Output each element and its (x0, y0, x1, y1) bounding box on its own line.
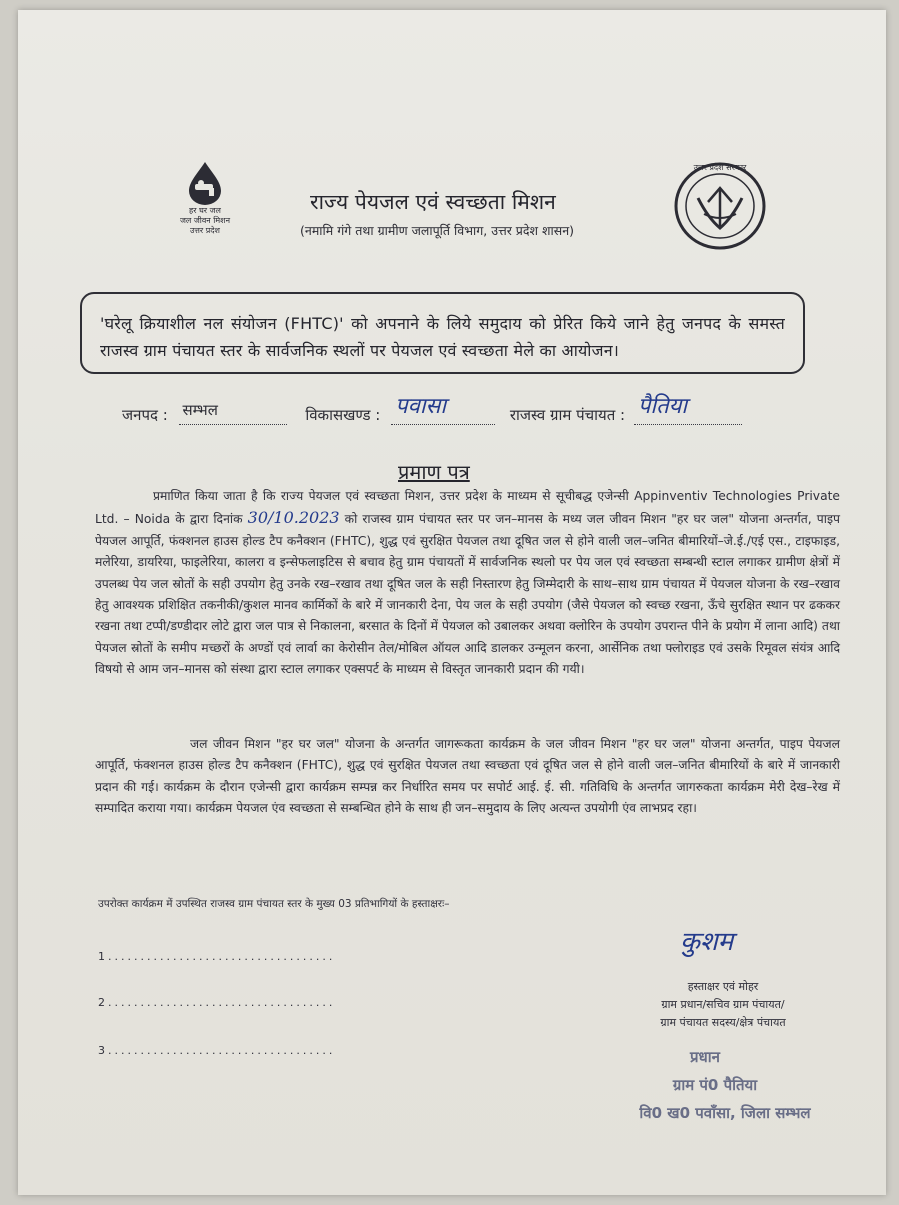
har-ghar-jal-logo (160, 160, 250, 236)
signatory-block (618, 978, 828, 1032)
certificate-title: प्रमाण पत्र (398, 460, 470, 484)
stamp-line-1: प्रधान (690, 1048, 720, 1066)
participant-signature-line-2: 2................................... (98, 996, 336, 1009)
certificate-paragraph-1 (95, 486, 840, 681)
page-title: राज्य पेयजल एवं स्वच्छता मिशन (310, 190, 556, 214)
logo-text-2: जल जीवन मिशन (179, 216, 231, 225)
block-label: विकासखण्ड : (305, 406, 381, 424)
p1-before-date: प्रमाणित किया जाता है कि राज्य पेयजल एवं स्वच्छता मिशन, उत्तर प्रदेश के माध्यम से सूचीबद्ध एजेन्सी Appinventiv Technologies Private Ltd. – Noida के द्वारा दिनांक (95, 489, 840, 527)
seal-text: उत्तर प्रदेश सरकार (693, 163, 747, 172)
panchayat-value: पैतिया (637, 394, 688, 419)
block-field (391, 394, 495, 425)
block-value: पवासा (395, 394, 447, 419)
sign-caption-1: हस्ताक्षर एवं मोहर (687, 980, 759, 993)
participants-note: उपरोक्त कार्यक्रम में उपस्थित राजस्व ग्राम पंचायत स्तर के मुख्य 03 प्रतिभागियों के हस्ताक्षरः– (98, 898, 450, 910)
event-date: 30/10.2023 (247, 508, 340, 528)
participant-signature-line-3: 3................................... (98, 1044, 336, 1057)
logo-text-3: उत्तर प्रदेश (190, 226, 220, 235)
up-govt-seal (668, 158, 772, 258)
banner-text: 'घरेलू क्रियाशील नल संयोजन (FHTC)' को अपनाने के लिये समुदाय को प्रेरित किये जाने हेतु जनपद के समस्त राजस्व ग्राम पंचायत स्तर के सार्वजनिक स्थलों पर पेयजल एवं स्वच्छता मेले का आयोजन। (100, 314, 785, 360)
handwritten-signature: कुशम (680, 927, 734, 957)
stamp-line-3: वि0 ख0 पवाँसा, जिला सम्भल (639, 1104, 811, 1122)
water-tap-icon (183, 160, 227, 206)
logo-text-1: हर घर जल (189, 206, 221, 215)
location-fields (122, 394, 742, 425)
stamp-line-2: ग्राम पं0 पैतिया (672, 1076, 758, 1094)
district-label: जनपद : (122, 406, 168, 424)
certificate-paragraph-2: जल जीवन मिशन "हर घर जल" योजना के अन्तर्गत जागरूकता कार्यक्रम के जल जीवन मिशन "हर घर जल" योजना अन्तर्गत, पाइप पेयजल आपूर्ति, फंक्शनल हाउस होल्ड टैप कनैक्शन (FHTC), शुद्ध एवं सुरक्षित पेयजल तथा स्वच्छता एवं दूषित जल से होने वाली जल–जनित बीमारियों के बारे में जानकारी प्रदान की गई। कार्यक्रम के दौरान एजेन्सी द्वारा कार्यक्रम सम्पन्न कर निर्धारित समय पर सपोर्ट आई. ई. सी. गतिविधि के अन्तर्गत जागरुकता कार्यक्रम मेरी देख–रेख में सम्पादित कराया गया। कार्यक्रम पेयजल एंव स्वच्छता से सम्बन्धित होने के साथ ही जन–समुदाय के लिए अत्यन्त उपयोगी एंव लाभप्रद रहा। (95, 737, 840, 816)
sign-caption-2: ग्राम प्रधान/सचिव ग्राम पंचायत/ (661, 998, 785, 1011)
panchayat-field (634, 394, 742, 425)
p1-after-date: को राजस्व ग्राम पंचायत स्तर पर जन–मानस के मध्य जल जीवन मिशन "हर घर जल" योजना अन्तर्गत, पाइप पेयजल आपूर्ति, फंक्शनल हाउस होल्ड टैप कनैक्शन (FHTC), शुद्ध एवं सुरक्षित पेयजल तथा दूषित जल से होने वाली जल–जनित बीमारियों–जे.ई./एई एस., टाइफाइड, मलेरिया, डायरिया, फाइलेरिया, कालरा व इन्सेफलाइटिस से बचाव हेतु ग्राम पंचायतों में सार्वजनिक स्थलो पर पेय जल एवं स्वच्छता सम्बन्धी स्टाल लगाकर ग्रामीण क्षेत्रों में उपलब्ध पेय जल स्रोतों के सही उपयोग हेतु उनके रख–रखाव तथा दूषित जल के सही निस्तारण हेतु जिम्मेदारी के साथ–साथ ग्राम पंचायत में पेयजल योजना के रख–रखाव हेतु आवश्यक प्रशिक्षित तकनीकी/कुशल मानव कार्मिकों के बारे में जानकारी देना, पेय जल के सही उपयोग (जैसे पेयजल को स्वच्छ रखना, ऊँचे सुरक्षित स्थान पर ढककर रखना तथा टप्पी/डण्डीदार लोटे द्वारा जल पात्र से निकालना, बरसात के दिनों में पेयजल को उबालकर अथवा क्लोरिन के उपयोग उपरान्त पीने के प्रयोग में लाना आदि) तथा पेयजल स्रोतों के समीप मच्छरों के अण्डों एवं लार्वा का केरोसीन तेल/मोबिल ऑयल आदि डालकर उन्मूलन करना, आर्सेनिक तथा फ्लोराइड एवं उसके रिमूवल संयंत्र आदि विषयो से आम जन–मानस को संस्था द्वारा स्टाल लगाकर एक्सपर्ट के माध्यम से विस्तृत जानकारी प्रदान की गयी। (95, 512, 840, 677)
event-banner (80, 292, 805, 374)
participant-signature-line-1: 1................................... (98, 950, 336, 963)
panchayat-label: राजस्व ग्राम पंचायत : (509, 406, 626, 424)
district-field (179, 401, 287, 425)
sign-caption-3: ग्राम पंचायत सदस्य/क्षेत्र पंचायत (660, 1016, 786, 1029)
page-subtitle: (नमामि गंगे तथा ग्रामीण जलापूर्ति विभाग, उत्तर प्रदेश शासन) (300, 223, 575, 238)
district-value: सम्भल (182, 401, 218, 419)
